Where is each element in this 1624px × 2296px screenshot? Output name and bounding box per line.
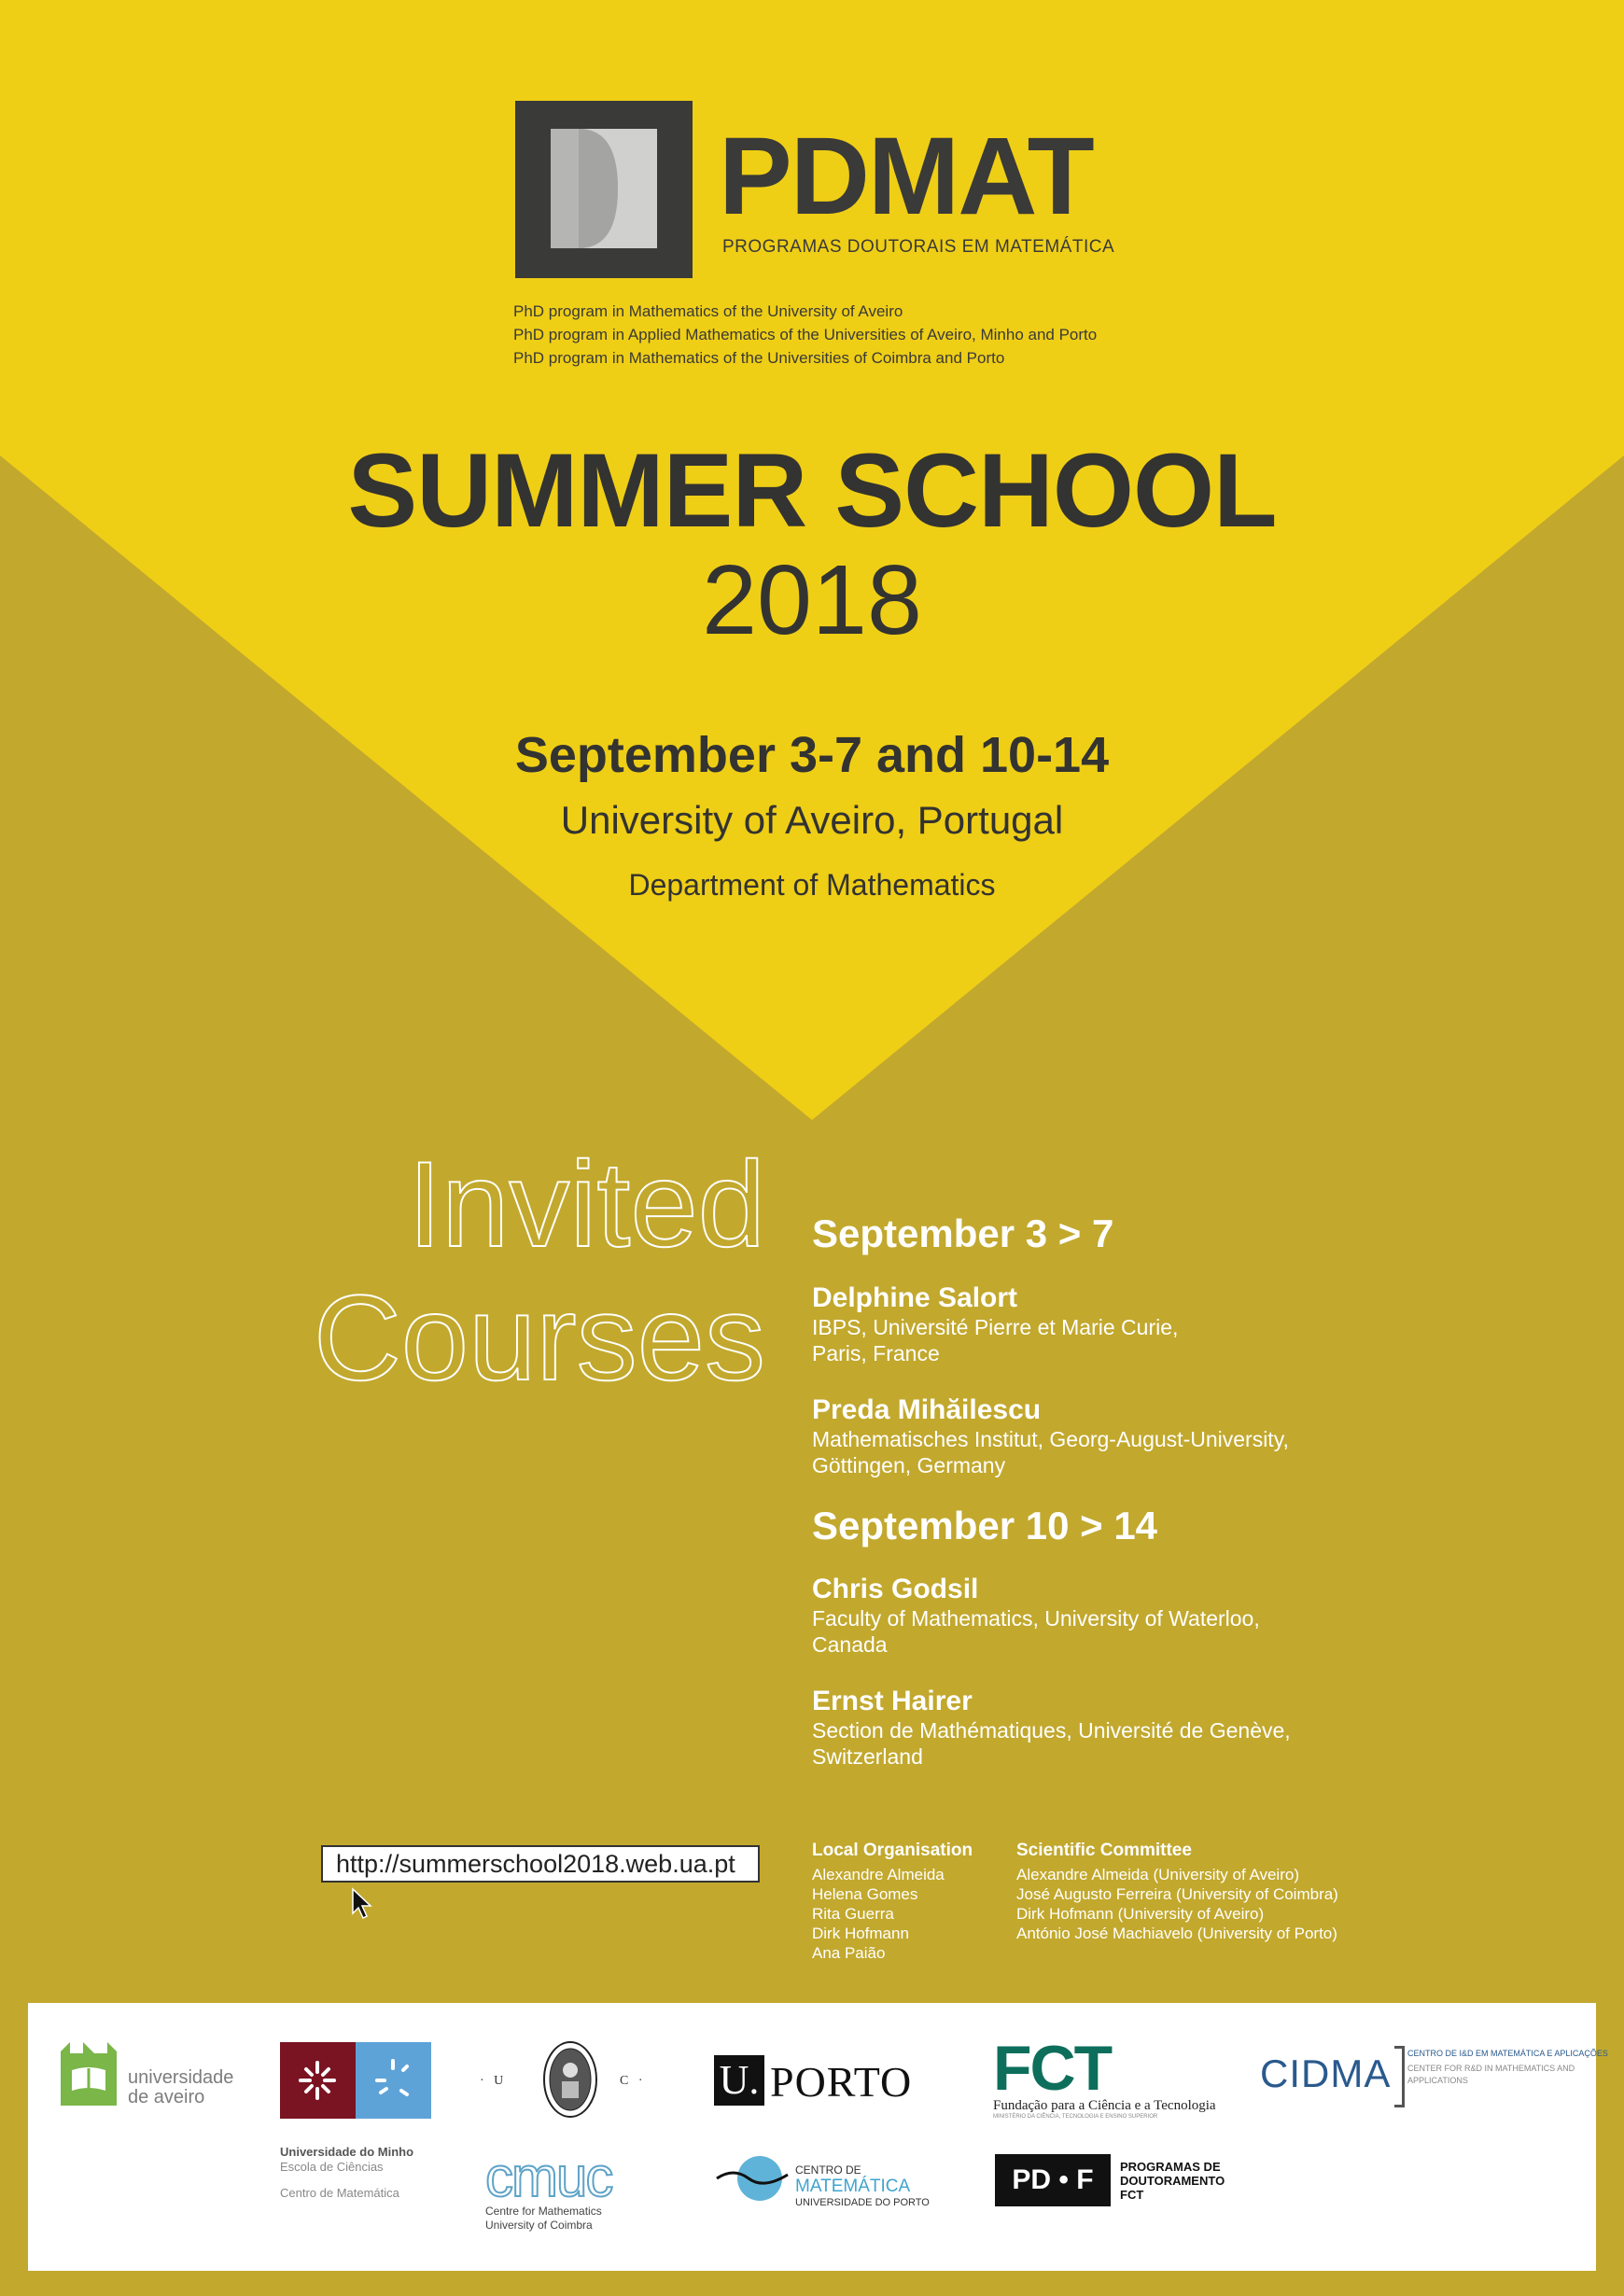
local-organisation-heading: Local Organisation [812,1841,973,1860]
uminho-school: Escola de Ciências [280,2160,384,2174]
sponsors-footer [28,2003,1608,2271]
speaker-affiliation: Mathematisches Institut, Georg-August-University, [812,1427,1289,1451]
fct-ministry: MINISTÉRIO DA CIÊNCIA, TECNOLOGIA E ENSINO SUPERIOR [993,2114,1158,2120]
uporto-mark: U. [714,2055,764,2106]
ua-icon [59,2042,119,2107]
scientific-committee [1016,1841,1338,1943]
cmup-icon [715,2154,790,2205]
speaker-affiliation: Canada [812,1632,888,1657]
brand-subtitle: PROGRAMAS DOUTORAIS EM MATEMÁTICA [722,237,1115,257]
uporto-name: PORTO [770,2058,913,2106]
organiser-name: Alexandre Almeida [812,1866,945,1883]
event-department: Department of Mathematics [628,868,996,902]
courses-heading: Courses [313,1269,765,1406]
website-link[interactable]: http://summerschool2018.web.ua.pt [321,1845,760,1883]
uc-letter: C [620,2074,629,2088]
cmuc-logo [485,2146,612,2233]
speaker-name: Preda Mihăilescu [812,1394,1042,1425]
scientific-committee-heading: Scientific Committee [1016,1841,1192,1860]
speaker-affiliation: Switzerland [812,1744,923,1769]
pdfct-name: PROGRAMAS DE [1120,2160,1221,2174]
cmup-name: MATEMÁTICA [795,2177,911,2196]
event-title: SUMMER SCHOOL [347,432,1277,549]
brand-name: PDMAT [719,115,1093,238]
ua-logo [59,2042,234,2112]
cidma-wordmark: CIDMA [1260,2051,1392,2095]
speaker-affiliation: Faculty of Mathematics, University of Waterloo, [812,1606,1260,1631]
event-place: University of Aveiro, Portugal [560,798,1064,842]
speaker-affiliation: Section de Mathématiques, Université de Genève, [812,1718,1291,1743]
organiser-name: Dirk Hofmann [812,1925,909,1942]
uminho-icon [280,2042,431,2119]
speaker-name: Delphine Salort [812,1282,1018,1313]
uc-letter: U [494,2074,504,2088]
speaker-name: Ernst Hairer [812,1686,973,1716]
cmup-name: CENTRO DE [795,2163,861,2177]
ua-name: universidade [128,2067,234,2088]
committee-member: António José Machiavelo (University of Porto) [1016,1925,1337,1942]
pdfct-name: DOUTORAMENTO [1120,2174,1225,2188]
event-dates: September 3-7 and 10-14 [514,727,1110,783]
pdfct-mark: PD • F [995,2154,1111,2206]
fct-name: Fundação para a Ciência e a Tecnologia [993,2098,1216,2113]
speaker-name: Chris Godsil [812,1574,979,1604]
event-year: 2018 [702,545,922,655]
program-line: PhD program in Mathematics of the Universities of Coimbra and Porto [513,349,1005,367]
program-line: PhD program in Mathematics of the University of Aveiro [513,302,903,320]
organiser-name: Helena Gomes [812,1885,918,1903]
fct-logo [993,2033,1216,2120]
uminho-centre: Centro de Matemática [280,2186,399,2200]
cursor-icon [351,1887,375,1921]
program-line: PhD program in Applied Mathematics of the Universities of Aveiro, Minho and Porto [513,326,1098,343]
cidma-name: CENTRO DE I&D EM MATEMÁTICA E APLICAÇÕES [1407,2049,1608,2058]
cidma-name: APPLICATIONS [1407,2076,1468,2085]
period-label: September 3 > 7 [812,1211,1114,1255]
ua-name: de aveiro [128,2087,205,2107]
cmuc-name: Centre for Mathematics [485,2205,602,2218]
uc-seal-icon [541,2040,599,2119]
uc-logo: · U C · [480,2040,661,2119]
cmup-logo [715,2154,930,2209]
cmuc-name: University of Coimbra [485,2219,593,2232]
speaker-affiliation: Göttingen, Germany [812,1453,1006,1477]
pdfct-name: FCT [1120,2188,1144,2202]
organiser-name: Ana Paião [812,1944,886,1962]
period-label: September 10 > 14 [812,1504,1158,1547]
cmup-name: UNIVERSIDADE DO PORTO [795,2197,930,2208]
speaker-affiliation: IBPS, Université Pierre et Marie Curie, [812,1315,1179,1339]
pdmat-logo [515,101,693,278]
uminho-logo [280,2042,431,2119]
committee-member: Dirk Hofmann (University of Aveiro) [1016,1905,1265,1923]
committee-member: José Augusto Ferreira (University of Coimbra) [1016,1885,1338,1903]
local-organisation [812,1841,973,1963]
speaker-affiliation: Paris, France [812,1341,940,1365]
cmuc-wordmark: cmuc [485,2146,612,2208]
invited-heading: Invited [407,1136,765,1272]
uminho-name: Universidade do Minho [280,2145,414,2159]
fct-wordmark: FCT [993,2033,1112,2104]
organiser-name: Rita Guerra [812,1905,894,1923]
committee-member: Alexandre Almeida (University of Aveiro) [1016,1866,1299,1883]
cidma-name: CENTER FOR R&D IN MATHEMATICS AND [1407,2064,1575,2073]
